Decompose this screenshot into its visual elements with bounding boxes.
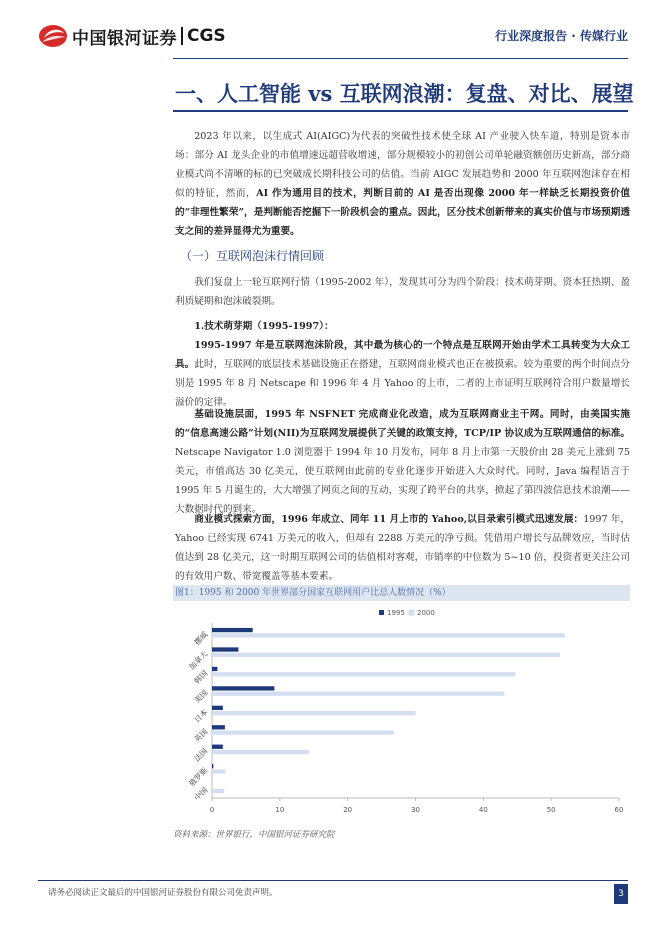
infrastructure-text: Netscape Navigator 1.0 浏览器于 1994 年 10 月发布，同年 8 月上市第一天股价由 28 美元上涨到 75 美元，市值高达 30 亿美元，使互联网由此前的专业化逐步开始进入大众时代。同时，Java 编程语言于 1995 年 5 月诞生的，大大增强了网页之间的互动，实现了跨平台的共享，掀起了第四波信息技术浪潮——大数据时代的到来。 <box>175 447 630 515</box>
bar-2000 <box>212 750 309 754</box>
review-paragraph: 我们复盘上一轮互联网行情（1995-2002 年），发现其可分为四个阶段：技术萌芽期、资本狂热期、盈利质疑期和泡沫破裂期。 <box>175 277 630 307</box>
legend-label: 1995 <box>387 609 405 617</box>
page-header <box>0 0 662 72</box>
bar-2000 <box>212 692 504 696</box>
business-model-text: 1997 年，Yahoo 已经实现 6741 万美元的收入，但却有 2288 万美元的净亏损。凭借用户增长与品牌效应，当时估值达到 28 亿美元，这一时期互联网公司的估值相对客观，市销率的中位数为 5~10 倍，投资者更关注公司的有效用户数、带宽覆盖等基本要素。 <box>175 514 630 582</box>
category-label: 俄罗斯 <box>187 765 210 789</box>
bar-2000 <box>212 769 226 773</box>
galaxy-logo-icon <box>38 23 68 49</box>
stage1-paragraph <box>175 336 630 412</box>
report-type: 行业深度报告 · 传媒行业 <box>495 29 628 43</box>
figure-source: 资料来源：世界银行，中国银河证券研究院 <box>173 830 335 840</box>
figure-caption: 图1：1995 和 2000 年世界部分国家互联网用户比总人数情况（%） <box>173 585 630 601</box>
category-label: 日本 <box>192 707 210 725</box>
x-tick-label: 0 <box>209 806 215 814</box>
x-tick-label: 30 <box>411 806 420 814</box>
category-label: 挪威 <box>192 629 210 647</box>
intro-emphasis: AI 作为通用目的技术，判断目前的 AI 是否出现像 2000 年一样缺乏长期投资价值的“非理性繁荣”，是判断能否挖掘下一阶段机会的重点。因此，区分技术创新带来的真实价值与市场预期透支之间的差异显得尤为重要。 <box>175 188 631 237</box>
brand-name-cn: 中国银河证券 <box>72 28 177 49</box>
category-label: 美国 <box>192 688 210 706</box>
category-label: 英国 <box>192 726 210 744</box>
x-tick-label: 50 <box>546 806 556 814</box>
stage1-emphasis: 1995-1997 年是互联网泡沫阶段，其中最为核心的一个特点是互联网开始由学术工具转变为大众工具。 <box>175 340 630 370</box>
stage1-heading <box>175 317 630 336</box>
header-divider <box>173 58 628 59</box>
x-tick-label: 40 <box>478 806 488 814</box>
legend-label: 2000 <box>417 609 435 617</box>
internet-users-chart <box>173 603 630 828</box>
intro-text: 2023 年以来，以生成式 AI(AIGC)为代表的突破性技术使全球 AI 产业驶入快车道，特别是资本市场：部分 AI 龙头企业的市值增速远超营收增速，部分规模较小的初创公司单轮融资额创历史新高，部分商业模式尚不清晰的标的已突破成长期科技公司的估值。当前 AIGC 发展趋势和 2000 年互联网泡沫存在相似的特征，然而， <box>175 131 630 199</box>
subsection-title: （一）互联网泡沫行情回顾 <box>180 249 325 263</box>
business-model-emphasis: 商业模式探索方面，1996 年成立、同年 11 月上市的 Yahoo,以目录索引模式迅速发展： <box>194 514 584 525</box>
category-label: 加拿大 <box>187 649 210 672</box>
stage1-heading-text: 1.技术萌芽期（1995-1997）： <box>194 321 334 332</box>
infrastructure-paragraph <box>175 405 630 519</box>
footer-disclaimer: 请务必阅读正文最后的中国银河证券股份有限公司免责声明。 <box>48 888 278 898</box>
section-divider <box>173 110 628 112</box>
category-label: 韩国 <box>192 668 210 686</box>
page-number: 3 <box>614 884 628 904</box>
business-model-paragraph <box>175 510 630 586</box>
brand-logo <box>38 23 226 49</box>
bar-1995 <box>212 667 217 671</box>
brand-name-en: CGS <box>187 26 226 46</box>
bar-1995 <box>212 628 253 632</box>
infrastructure-emphasis: 基础设施层面，1995 年 NSFNET 完成商业化改造，成为互联网商业主干网。同时，由美国实施的“信息高速公路”计划(NII)为互联网发展提供了关键的政策支持，TCP/IP 协议成为互联网通信的标准。 <box>175 409 630 439</box>
bar-2000 <box>212 730 394 734</box>
bar-2000 <box>212 789 224 793</box>
bar-1995 <box>212 745 223 749</box>
category-label: 法国 <box>192 746 210 764</box>
x-tick-label: 20 <box>343 806 353 814</box>
category-label: 中国 <box>192 785 210 803</box>
bar-2000 <box>212 653 560 657</box>
section-title: 一、人工智能 vs 互联网浪潮：复盘、对比、展望 <box>175 81 634 106</box>
brand-separator <box>181 27 183 45</box>
bar-1995 <box>212 764 213 768</box>
bar-2000 <box>212 672 515 676</box>
intro-paragraph <box>175 127 630 241</box>
footer-divider <box>38 880 628 881</box>
bar-2000 <box>212 633 565 637</box>
bar-1995 <box>212 706 223 710</box>
stage1-text: 此时，互联网的底层技术基础设施正在搭建，互联网商业模式也正在被摸索。较为重要的两个时间点分别是 1995 年 8 月 Netscape 和 1996 年 4 月 Yahoo 的上市，二者的上市证明互联网符合用户数量增长溢价的定律。 <box>175 359 631 408</box>
bar-1995 <box>212 686 274 690</box>
x-tick-label: 60 <box>614 806 624 814</box>
legend-swatch <box>409 610 414 615</box>
legend-swatch <box>379 610 384 615</box>
bar-1995 <box>212 725 225 729</box>
x-tick-label: 10 <box>275 806 285 814</box>
bar-1995 <box>212 647 238 651</box>
bar-2000 <box>212 711 416 715</box>
